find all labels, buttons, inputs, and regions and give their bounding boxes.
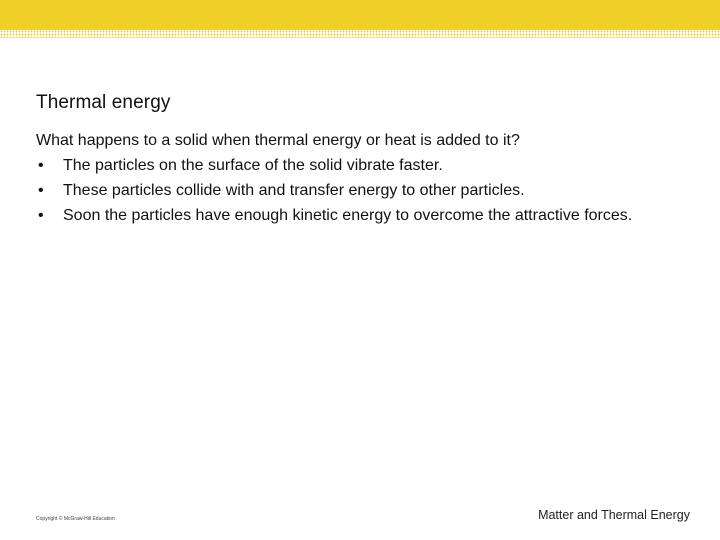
bullet-text: Soon the particles have enough kinetic energy to overcome the attractive forces. (63, 207, 633, 224)
bullet-item (36, 203, 676, 228)
slide-body (36, 128, 676, 228)
header-dither-pattern (0, 30, 720, 38)
slide-title: Thermal energy (36, 92, 171, 113)
slide-question: What happens to a solid when thermal energy or heat is added to it? (36, 132, 520, 149)
bullet-marker: • (38, 157, 44, 174)
bullet-text: These particles collide with and transfer energy to other particles. (63, 182, 525, 199)
bullet-text: The particles on the surface of the solid vibrate faster. (63, 157, 443, 174)
copyright-notice: Copyright © McGraw-Hill Education (36, 516, 115, 522)
bullet-marker: • (38, 207, 44, 224)
bullet-item (36, 153, 676, 178)
bullet-list (36, 153, 676, 228)
bullet-item (36, 178, 676, 203)
bullet-marker: • (38, 182, 44, 199)
header-accent-band (0, 0, 720, 30)
footer-chapter-title: Matter and Thermal Energy (538, 508, 690, 522)
